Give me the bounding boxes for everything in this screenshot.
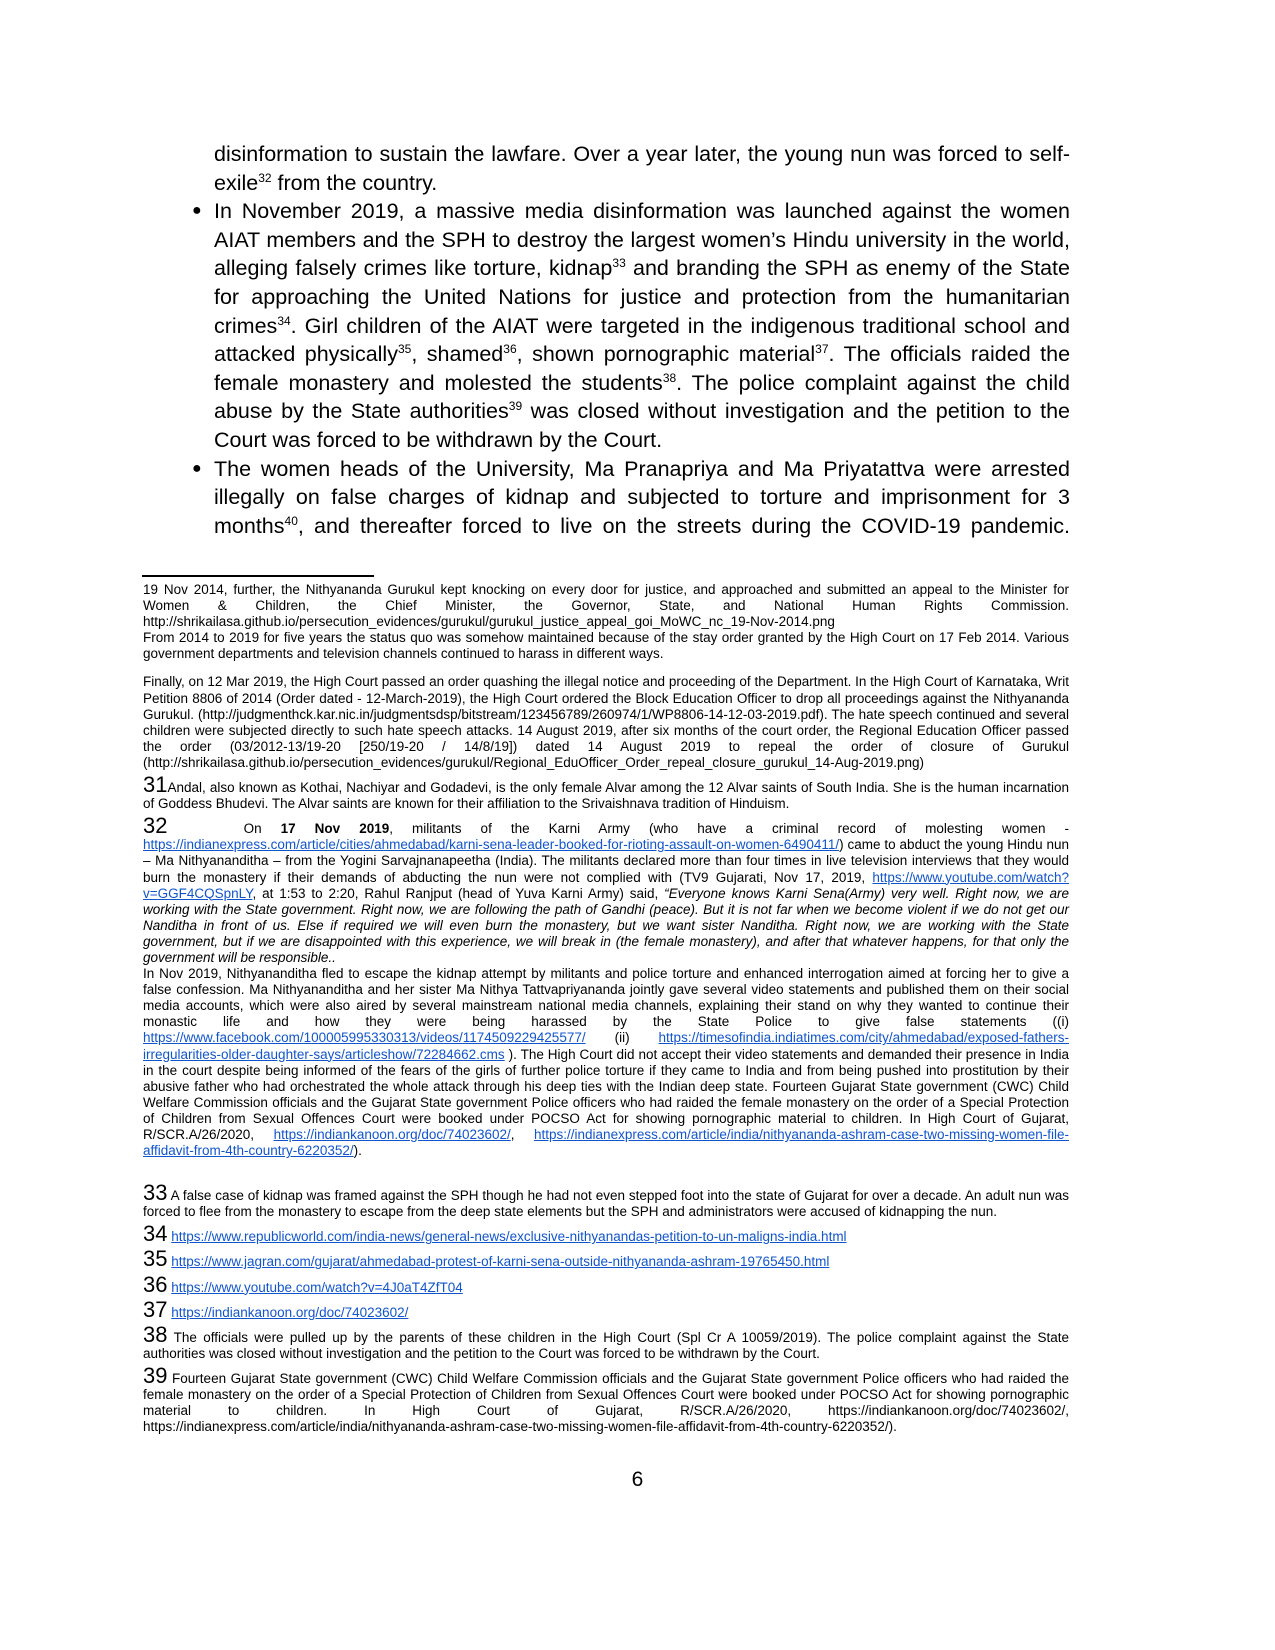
link-timesofindia[interactable]: https://timesofindia.indiatimes.com/city/ahmedabad/exposed-fathers-irregularities-older-daughter-says/articleshow/72284662.cms <box>143 1030 1069 1062</box>
text: In Nov 2019, Nithyananditha fled to escape the kidnap attempt by militants and police torture and enhanced interrogation aimed at forcing her to give a false confession. Ma Nithyananditha and her sister Ma Nithya Tattvapriyananda jointly gave several video statements and published them on their social media accounts, which were also aired by several mainstream national media channels, explaining their stand on why they wanted to continue their monastic life and how they were being harassed by the State Police to give false statements ((i) <box>143 966 1069 1030</box>
footnote-number: 34 <box>143 1221 168 1247</box>
link-youtube-tv9[interactable]: https://www.youtube.com/watch?v=GGF4CQSpnLY <box>143 869 1069 901</box>
text: was closed without investigation and the petition to the Court was forced to be withdrawn by the Court. <box>214 399 1070 452</box>
footnote-ref-32[interactable]: 32 <box>258 170 272 185</box>
footnote-number: 35 <box>143 1246 168 1272</box>
body-paragraph-continuation <box>192 140 1071 540</box>
footnote-number: 38 <box>143 1321 168 1347</box>
page-number: 6 <box>631 1468 644 1491</box>
text: ) came to abduct the young Hindu nun – Ma Nithyananditha – from the Yogini Sarvajnanapeetha (India). The militants declared more than four times in live television interviews that they would burn the monastery if their demands of abducting the nun were not complied with (TV9 Gujarati, Nov 17, 2019, <box>143 837 1069 885</box>
text: ). The High Court did not accept their video statements and demanded their presence in India in the court despite being informed of the fears of the girls of further police torture if they came to India and from being pushed into prostitution by their abusive father who had orchestrated the whole attack through his deep ties with the Indian deep state. Fourteen Gujarat State government (CWC) Child Welfare Commission officials and the Gujarat State government Police officers who had raided the female monastery on the order of a Special Protection of Children from Sexual Offences Court were booked under POCSO Act for showing pornographic material to children. In High Court of Gujarat, R/SCR.A/26/2020, <box>143 1046 1069 1142</box>
footnote-32-continued <box>143 966 1069 1159</box>
footnote-36 <box>143 1271 1069 1297</box>
text: , and thereafter forced to live on the streets during the COVID-19 pandemic. <box>297 513 1070 538</box>
link-facebook-video[interactable]: https://www.facebook.com/100005995330313/videos/1174509229425577/ <box>143 1030 586 1046</box>
footnote-31 <box>143 772 1069 812</box>
bullet-text <box>214 455 1070 541</box>
text: In November 2019, a massive media disinformation was launched against the women AIAT members and the SPH to destroy the largest women’s Hindu university in the world, alleging falsely crimes like torture, kidnap <box>214 199 1070 281</box>
footnote-number: 33 <box>143 1180 168 1206</box>
bullet-item-november-2019 <box>192 197 1071 454</box>
quote-italic: “Everyone knows Karni Sena(Army) very well. Right now, we are working with the State government. Right now, we are following the path of Gandhi (peace). But it is not far when we become violent if we do not get our Nanditha in front of us. Else if required we will even burn the monastery, but we want sister Nanditha. Right now, we are working with the State government, but if we are disappointed with this experience, we will break in (the female monastery), and after that whatever happens, for that only the government will be responsible.. <box>143 885 1069 965</box>
text: , shamed <box>411 342 504 367</box>
link-indianexpress-affidavit[interactable]: https://indianexpress.com/article/india/nithyananda-ashram-case-two-missing-women-file-affidavit-from-4th-country-6220352/ <box>143 1127 1069 1159</box>
text: , <box>510 1127 535 1142</box>
footnote-number: 39 <box>143 1362 168 1388</box>
paragraph-line <box>214 169 1070 198</box>
footnote-continuation: 19 Nov 2014, further, the Nithyananda Gurukul kept knocking on every door for justice, and approached and submitted an appeal to the Minister for Women & Children, the Chief Minister, the Governor, State, and National Human Rights Commission. http://shrikailasa.github.io/persecution_evidences/gurukul/gurukul_justice_appeal_goi_MoWC_nc_19-Nov-2014.png <box>143 582 1069 630</box>
footnote-ref-37[interactable]: 37 <box>815 342 829 356</box>
footnotes-area <box>143 582 1069 1435</box>
link-jagran[interactable]: https://www.jagran.com/gujarat/ahmedabad-protest-of-karni-sena-outside-nithyananda-ashram-19765450.html <box>171 1254 830 1270</box>
bullet-item-women-heads <box>192 455 1070 541</box>
footnote-continuation: From 2014 to 2019 for five years the status quo was somehow maintained because of the stay order granted by the High Court on 17 Feb 2014. Various government departments and television channels continued to harass in different ways. <box>143 630 1069 662</box>
footnote-39 <box>143 1362 1069 1435</box>
footnote-ref-35[interactable]: 35 <box>397 342 412 356</box>
footnote-separator <box>142 575 374 577</box>
footnote-ref-33[interactable]: 33 <box>612 256 626 271</box>
bullet-text <box>214 197 1070 454</box>
text: and branding the SPH as enemy of the State for approaching the United Nations for justice and protection from the humanitarian crimes <box>214 256 1070 338</box>
link-indiankanoon[interactable]: https://indiankanoon.org/doc/74023602/ <box>171 1304 409 1320</box>
footnote-text: Fourteen Gujarat State government (CWC) Child Welfare Commission officials and the Gujarat State government Police officers who had raided the female monastery on the order of a Special Protection of Children from Sexual Offences Court were booked under POCSO Act for showing pornographic material to children. In High Court of Gujarat, R/SCR.A/26/2020, https://indiankanoon.org/doc/74023602/, https://indianexpress.com/article/india/nithyananda-ashram-case-two-missing-women-file-affidavit-from-4th-country-6220352/). <box>143 1370 1069 1435</box>
text: On <box>243 821 281 837</box>
text: (ii) <box>585 1030 659 1046</box>
text: . The officials raided the female monastery and molested the students <box>214 342 1071 395</box>
footnote-number: 32 <box>143 813 168 839</box>
footnote-38 <box>143 1321 1070 1362</box>
text: from the country. <box>271 170 438 195</box>
footnote-ref-34[interactable]: 34 <box>277 313 291 328</box>
link-republicworld[interactable]: https://www.republicworld.com/india-news/general-news/exclusive-nithyanandas-petition-to-un-maligns-india.html <box>171 1229 847 1245</box>
footnote-number: 37 <box>143 1296 168 1322</box>
footnote-ref-39[interactable]: 39 <box>508 399 523 414</box>
bullet-icon: ● <box>192 202 202 220</box>
link-indiankanoon[interactable]: https://indiankanoon.org/doc/74023602/ <box>273 1127 511 1142</box>
link-youtube[interactable]: https://www.youtube.com/watch?v=4J0aT4ZfT04 <box>171 1279 463 1295</box>
footnote-35 <box>143 1246 1069 1272</box>
bullet-icon: ● <box>192 459 202 477</box>
footnote-text: Andal, also known as Kothai, Nachiyar and Godadevi, is the only female Alvar among the 12 Alvar saints of South India. She is the human incarnation of Goddess Bhudevi. The Alvar saints are known for their affiliation to the Srivaishnava tradition of Hinduism. <box>143 780 1069 812</box>
footnote-text: The officials were pulled up by the parents of these children in the High Court (Spl Cr A 10059/2019). The police complaint against the State authorities was closed without investigation and the petition to the Court was forced to be withdrawn by the Court. <box>143 1329 1070 1361</box>
link-indianexpress-karni-sena[interactable]: https://indianexpress.com/article/cities/ahmedabad/karni-sena-leader-booked-for-rioting-assault-on-women-6490411/ <box>143 837 840 853</box>
footnote-ref-38[interactable]: 38 <box>662 370 677 385</box>
text: , at 1:53 to 2:20, Rahul Ranjput (head of Yuva Karni Army) said, <box>252 885 665 901</box>
footnote-32 <box>143 813 1070 966</box>
footnote-ref-40[interactable]: 40 <box>284 513 298 528</box>
text: , militants of the Karni Army (who have a criminal record of molesting women - <box>389 821 1070 837</box>
text: , shown pornographic material <box>516 342 816 367</box>
paragraph-line: disinformation to sustain the lawfare. Over a year later, the young nun was forced to self- <box>214 142 1070 166</box>
text: . Girl children of the AIAT were targeted in the indigenous traditional school and attacked physically <box>214 313 1070 367</box>
text: exile <box>214 170 259 195</box>
footnote-ref-36[interactable]: 36 <box>503 342 517 356</box>
footnote-number: 36 <box>143 1271 168 1297</box>
footnote-continuation: Finally, on 12 Mar 2019, the High Court passed an order quashing the illegal notice and proceeding of the Department. In the High Court of Karnataka, Writ Petition 8806 of 2014 (Order dated - 12-March-2019), the High Court ordered the Block Education Officer to drop all proceedings against the Nithyananda Gurukul. (http://judgmenthck.kar.nic.in/judgmentsdsp/bitstream/123456789/260974/1/WP8806-14-12-03-2019.pdf). The hate speech continued and several children were subjected directly to such hate speech attacks. 14 August 2019, after six months of the court order, the Regional Education Officer passed the order (03/2012-13/19-20 [250/19-20 / 14/8/19]) dated 14 August 2019 to repeal the order of closure of Gurukul (http://shrikailasa.github.io/persecution_evidences/gurukul/Regional_EduOfficer_Order_repeal_closure_gurukul_14-Aug-2019.png) <box>143 674 1069 770</box>
footnote-number: 31 <box>143 772 168 798</box>
date-bold: 17 Nov 2019 <box>280 821 390 837</box>
footnote-34 <box>143 1221 1069 1247</box>
text: The women heads of the University, Ma Pranapriya and Ma Priyatattva were arrested illegally on false charges of kidnap and subjected to torture and imprisonment for 3 months <box>214 456 1070 538</box>
footnote-text: A false case of kidnap was framed against the SPH though he had not even stepped foot into the state of Gujarat for over a decade. An adult nun was forced to flee from the monastery to escape from the deep state elements but the SPH and administrators were accused of kidnapping the nun. <box>143 1188 1069 1220</box>
text: ). <box>353 1143 362 1159</box>
text: . The police complaint against the child abuse by the State authorities <box>214 370 1070 424</box>
footnote-33 <box>143 1180 1069 1220</box>
footnote-37 <box>143 1296 1069 1322</box>
